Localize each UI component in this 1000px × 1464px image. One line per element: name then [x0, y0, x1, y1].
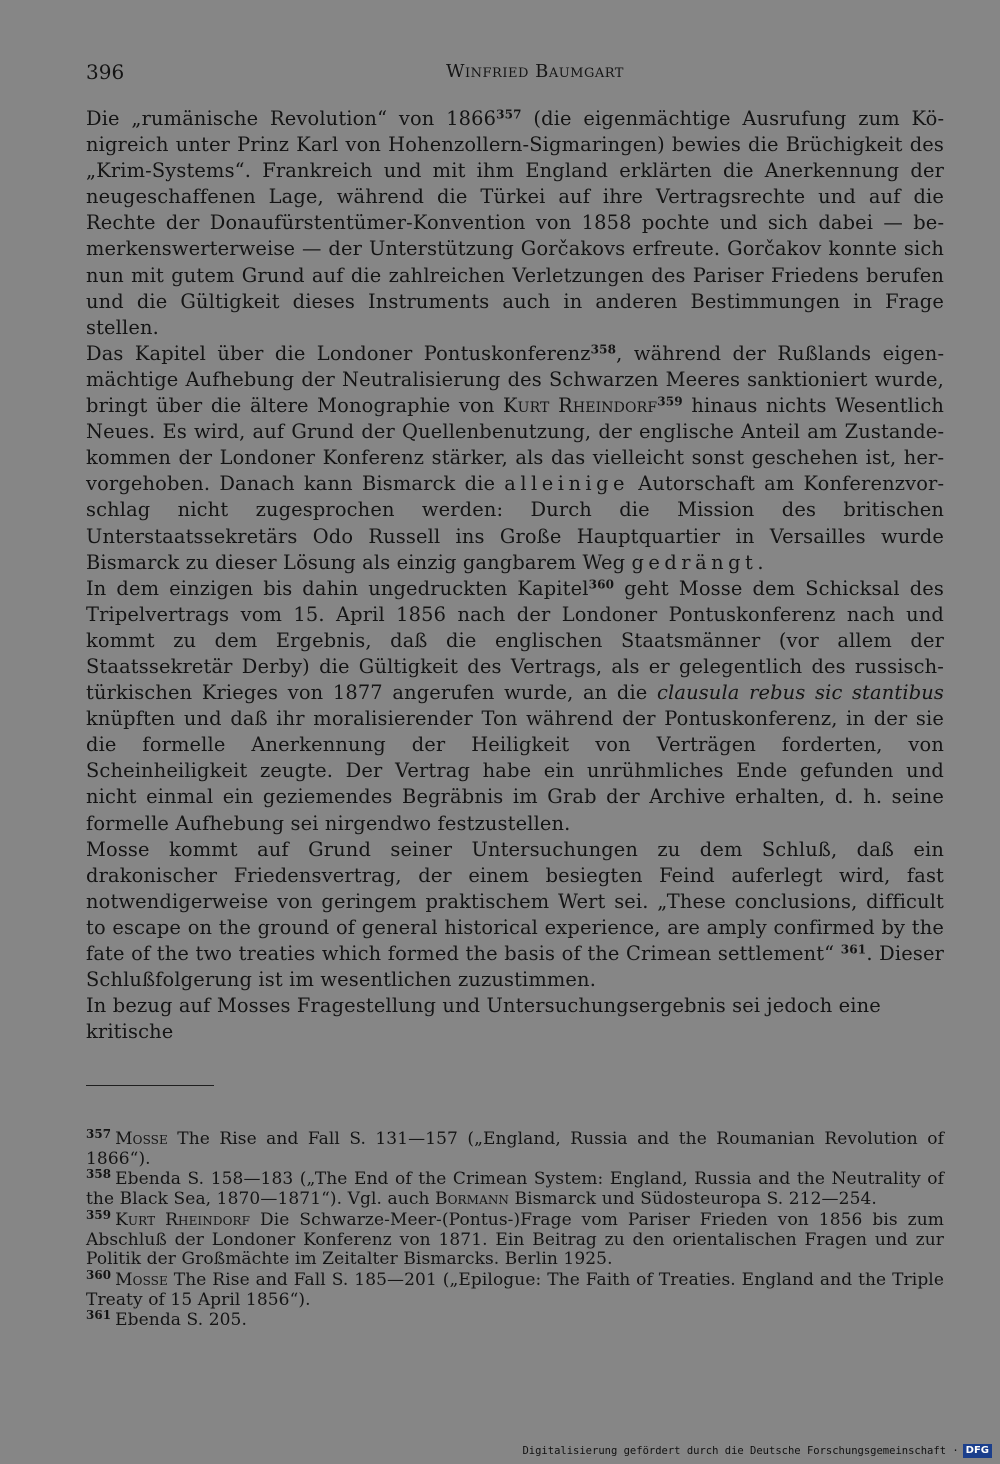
footnote-text: The Rise and Fall S. 185—201 („Epilogue: The Faith of Treaties. England and the Triple Treaty of 15 April 1856“). — [86, 1269, 944, 1310]
footnote-number: 357 — [86, 1127, 112, 1142]
paragraph-4 — [86, 837, 944, 994]
text-run: In bezug auf Mosses Fragestellung und Untersuchungsergebnis sei jedoch eine kritische — [86, 994, 881, 1044]
text-run: hinaus nichts Wesentlich Neues. Es wird, auf Grund der Quellenbenutzung, der englische Anteil am Zustandekommen der Londoner Konferenz stärker, als das vielleicht sonst geschehen ist, hervorgehoben. Danach kann Bismarck die — [86, 394, 945, 496]
footnote-text: Bismarck und Südosteuropa S. 212—254. — [509, 1189, 877, 1210]
footnotes — [86, 1127, 944, 1332]
footnote — [86, 1308, 944, 1331]
footnote-ref-359[interactable]: 359 — [657, 394, 683, 409]
emphasis-spaced: alleinige — [504, 472, 630, 496]
footnote-ref-358[interactable]: 358 — [590, 342, 617, 357]
footnote-text: The Rise and Fall S. 131—157 („England, Russia and the Roumanian Revolution of 1866“). — [86, 1129, 944, 1169]
footnote-ref-360[interactable]: 360 — [588, 577, 615, 592]
footnote — [86, 1207, 944, 1270]
running-head — [86, 60, 944, 90]
footnote — [86, 1167, 944, 1210]
text-run: knüpften und daß ihr moralisierender Ton während der Pontuskonferenz, in der sie die formelle Anerkennung der Heiligkeit von Verträgen forderten, von Scheinheiligkeit zeugte. Der Vertrag habe ein unrühmliches Ende gefunden und nicht einmal ein geziemendes Begräbnis im Grab der Archive erhalten, d. h. seine formelle Aufhebung sei nirgendwo festzustellen. — [86, 707, 944, 835]
page-number: 396 — [86, 60, 125, 84]
footnote-text: Ebenda S. 158—183 („The End of the Crimean System: England, Russia and the Neutrality of the Black Sea, 1870—1871“). Vgl. auch — [86, 1169, 944, 1210]
footnote-author: Mosse — [115, 1129, 168, 1149]
dfg-logo-icon[interactable]: DFG — [963, 1444, 992, 1458]
text-run: In dem einzigen bis dahin ungedruckten Kapitel — [86, 576, 589, 600]
footnote-author: Mosse — [115, 1269, 168, 1290]
text-run: Das Kapitel über die Londoner Pontuskonferenz — [86, 341, 591, 365]
running-title: Winfried Baumgart — [446, 61, 624, 82]
text-run: Mosse kommt auf Grund seiner Untersuchungen zu dem Schluß, daß ein drakonischer Friedensvertrag, der einem besiegten Feind auferlegt wird, fast notwendigerweise von geringem praktischem Wert sei. „These conclusions, difficult to escape on the ground of general historical experience, are amply confirmed by the fate of the two treaties which formed the basis of the Crimean settlement“ — [86, 837, 944, 965]
footnote-ref-361[interactable]: 361 — [840, 942, 867, 957]
digitization-text: Digitalisierung gefördert durch die Deutsche Forschungsgemeinschaft · — [522, 1444, 959, 1457]
footnote — [86, 1127, 944, 1169]
footnote-divider — [86, 1085, 214, 1086]
text-run: Autorschaft am Konferenzvorschlag nicht zugesprochen werden: Durch die Mission des britischen Unterstaatssekretärs Odo Russell ins Große Hauptquartier in Versailles wurde Bismarck zu dieser Lösung als einzig gangbarem Weg — [86, 472, 944, 574]
body-text — [86, 106, 944, 1045]
footnote-number: 359 — [86, 1207, 112, 1222]
text-run: . Dieser Schlußfolgerung ist im wesentlichen zuzustimmen. — [86, 942, 944, 992]
paragraph-5 — [86, 993, 944, 1045]
text-run: , während der Rußlands eigenmächtige Aufhebung der Neutralisierung des Schwarzen Meeres sanktioniert wurde, bringt über die ältere Monographie von — [86, 341, 944, 418]
emphasis-spaced: gedrängt — [631, 550, 758, 574]
footnote-number: 360 — [86, 1267, 112, 1282]
footnote-author: Kurt Rheindorf — [115, 1209, 251, 1230]
author-name: Kurt Rheindorf — [503, 394, 658, 418]
footnote-ref-357[interactable]: 357 — [496, 107, 522, 122]
footnote-text: Ebenda S. 205. — [115, 1310, 247, 1331]
paragraph-2 — [86, 341, 944, 576]
paragraph-3 — [86, 576, 944, 837]
footnote-text: Die Schwarze-Meer-(Pontus-)Frage vom Pariser Frieden von 1856 bis zum Abschluß der Londoner Konferenz von 1871. Ein Beitrag zu den orientalischen Fragen und zur Politik der Großmächte im Zeitalter Bismarcks. Berlin 1925. — [86, 1209, 944, 1270]
text-run: (die eigenmächtige Ausrufung zum Königreich unter Prinz Karl von Hohenzollern-Sigmaringen) bewies die Brüchigkeit des „Krim-Systems“. Frankreich und mit ihm England erklärten die Anerkennung der neugeschaffenen Lage, während die Türkei auf ihre Vertragsrechte und auf die Rechte der Donaufürstentümer-Konvention von 1858 pochte und sich dabei — bemerkenswerterweise — der Unterstützung Gorčakovs erfreute. Gorčakov konnte sich nun mit gutem Grund auf die zahlreichen Verletzungen des Pariser Friedens berufen und die Gültigkeit dieses Instruments auch in anderen Bestimmungen in Frage stellen. — [86, 107, 944, 339]
footnote — [86, 1267, 944, 1310]
text-run: . — [757, 550, 764, 574]
footnote-number: 358 — [86, 1167, 112, 1182]
digitization-note — [522, 1443, 992, 1458]
footnote-author: Bormann — [435, 1189, 510, 1210]
paragraph-1 — [86, 106, 944, 341]
latin-phrase: clausula rebus sic stantibus — [657, 681, 944, 705]
text-run: geht Mosse dem Schicksal des Tripelvertrags vom 15. April 1856 nach der Londoner Pontuskonferenz nach und kommt zu dem Ergebnis, daß die englischen Staatsmänner (vor allem der Staatssekretär Derby) die Gültigkeit des Vertrags, als er gelegentlich des russisch-türkischen Krieges von 1877 angerufen wurde, an die — [86, 576, 944, 705]
footnote-number: 361 — [86, 1308, 112, 1323]
text-run: Die „rumänische Revolution“ von 1866 — [86, 107, 497, 130]
